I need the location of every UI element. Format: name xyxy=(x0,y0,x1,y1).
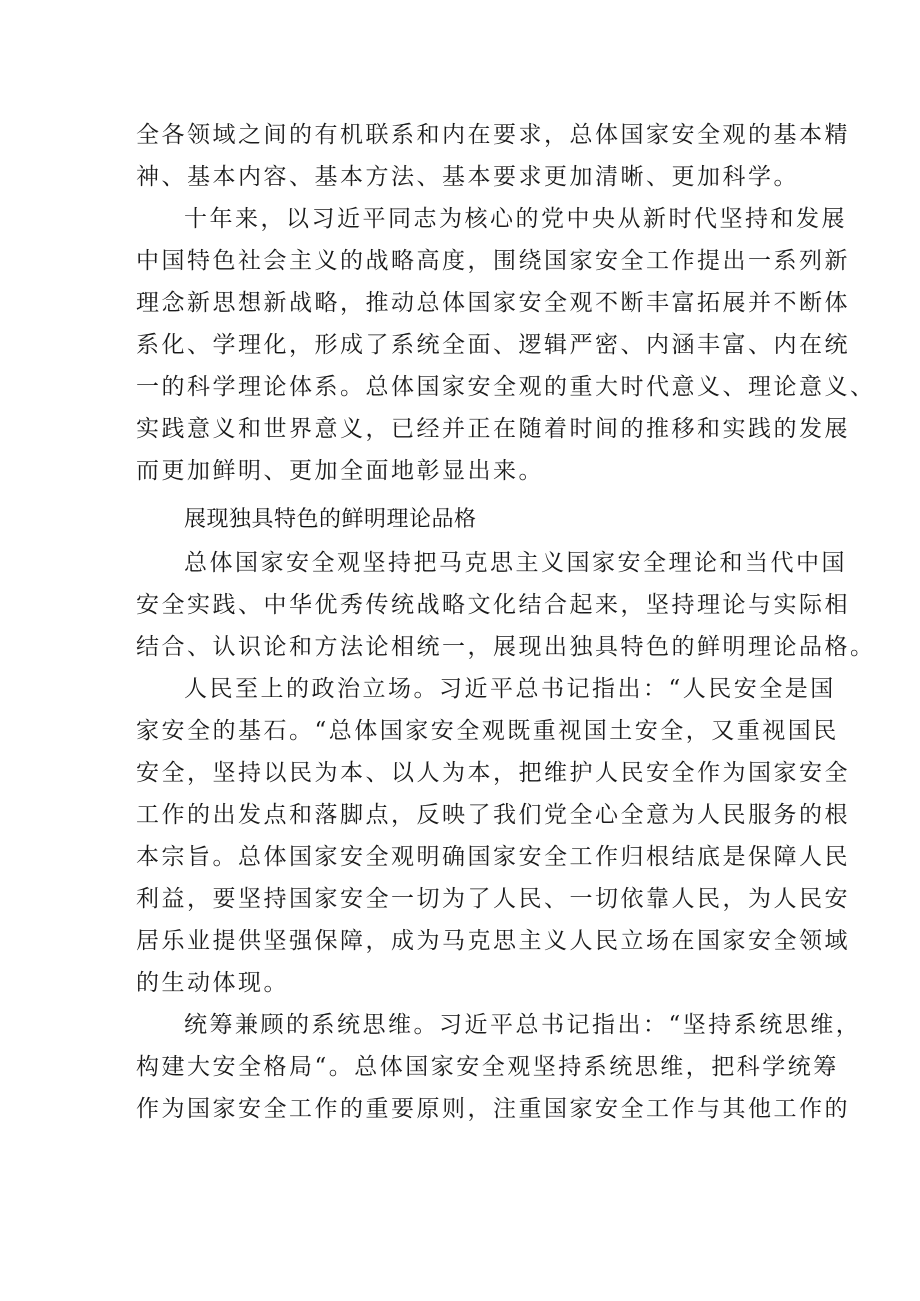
text-line: 构建大安全格局“。总体国家安全观坚持系统思维，把科学统筹 xyxy=(136,1054,839,1080)
paragraph-first-line: 统筹兼顾的系统思维。习近平总书记指出：“坚持系统思维， xyxy=(184,1012,862,1038)
text-line: 工作的出发点和落脚点，反映了我们党全心全意为人民服务的根 xyxy=(136,802,850,828)
paragraph-first-line: 人民至上的政治立场。习近平总书记指出：“人民安全是国 xyxy=(184,676,836,702)
paragraph-first-line: 总体国家安全观坚持把马克思主义国家安全理论和当代中国 xyxy=(184,550,847,576)
text-line: 全各领域之间的有机联系和内在要求，总体国家安全观的基本精 xyxy=(136,122,850,148)
text-line: 的生动体现。 xyxy=(136,970,289,996)
text-line: 作为国家安全工作的重要原则，注重国家安全工作与其他工作的 xyxy=(136,1096,850,1122)
text-line: 居乐业提供坚强保障，成为马克思主义人民立场在国家安全领域 xyxy=(136,928,850,954)
paragraph-first-line: 十年来，以习近平同志为核心的党中央从新时代坚持和发展 xyxy=(184,206,847,232)
text-line: 实践意义和世界意义，已经并正在随着时间的推移和实践的发展 xyxy=(136,416,850,442)
text-line: 理念新思想新战略，推动总体国家安全观不断丰富拓展并不断体 xyxy=(136,290,850,316)
text-line: 安全实践、中华优秀传统战略文化结合起来，坚持理论与实际相 xyxy=(136,592,850,618)
text-line: 家安全的基石。“总体国家安全观既重视国土安全，又重视国民 xyxy=(136,718,839,744)
text-line: 利益，要坚持国家安全一切为了人民、一切依靠人民，为人民安 xyxy=(136,886,850,912)
text-line: 结合、认识论和方法论相统一，展现出独具特色的鲜明理论品格。 xyxy=(136,634,876,660)
text-line: 安全，坚持以民为本、以人为本，把维护人民安全作为国家安全 xyxy=(136,760,850,786)
article-body xyxy=(136,114,876,1130)
text-line: 一的科学理论体系。总体国家安全观的重大时代意义、理论意义、 xyxy=(136,374,876,400)
text-line: 而更加鲜明、更加全面地彰显出来。 xyxy=(136,458,544,484)
text-line: 中国特色社会主义的战略高度，围绕国家安全工作提出一系列新 xyxy=(136,248,850,274)
text-line: 系化、学理化，形成了系统全面、逻辑严密、内涵丰富、内在统 xyxy=(136,332,850,358)
text-line: 本宗旨。总体国家安全观明确国家安全工作归根结底是保障人民 xyxy=(136,844,850,870)
text-line: 神、基本内容、基本方法、基本要求更加清晰、更加科学。 xyxy=(136,164,799,190)
section-heading: 展现独具特色的鲜明理论品格 xyxy=(184,507,477,532)
